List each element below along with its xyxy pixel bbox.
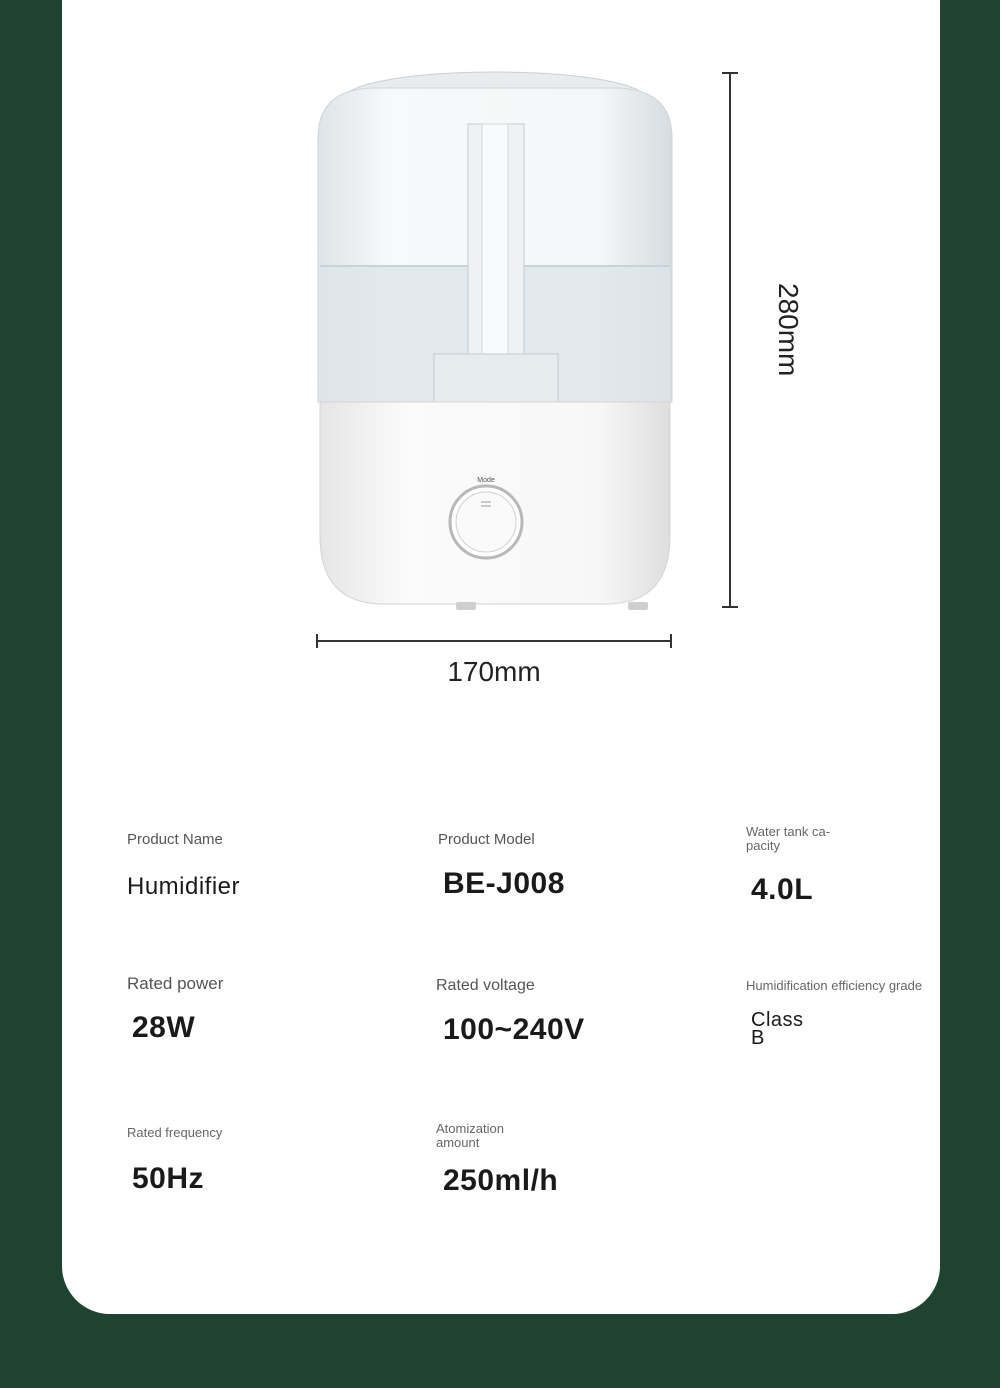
- width-dimension-line: [316, 634, 672, 648]
- spec-label: Rated power: [127, 974, 224, 993]
- spec-product-model: [438, 832, 565, 901]
- spec-rated-power: [127, 976, 223, 1045]
- spec-label: Rated frequency: [127, 1125, 223, 1140]
- spec-atomization-amount: [436, 1122, 558, 1198]
- spec-rated-frequency: [127, 1126, 222, 1196]
- spec-water-tank: [746, 825, 830, 907]
- height-dimension-label: 280mm: [773, 283, 804, 377]
- spec-rated-voltage: [436, 978, 585, 1047]
- spec-label: Water tank ca- pacity: [746, 824, 831, 853]
- humidifier-image: [316, 66, 674, 611]
- spec-label: Rated voltage: [436, 977, 535, 994]
- height-dimension-line: [722, 72, 738, 608]
- spec-value: 28W: [132, 1011, 196, 1044]
- spec-label: Atomization amount: [436, 1121, 504, 1150]
- spec-label: Product Model: [438, 831, 535, 848]
- spec-value: BE-J008: [443, 867, 565, 900]
- spec-value: 100~240V: [443, 1013, 585, 1046]
- spec-efficiency-grade: [746, 979, 940, 1047]
- spec-label: Product Name: [127, 831, 223, 848]
- spec-value: 50Hz: [132, 1162, 205, 1195]
- spec-value: Humidifier: [127, 873, 241, 900]
- width-dimension-label: 170mm: [447, 656, 541, 687]
- dial-label: Mode: [477, 477, 495, 484]
- spec-value: Class B: [751, 1009, 804, 1047]
- spec-product-name: [127, 832, 240, 901]
- spec-value: 250ml/h: [443, 1164, 559, 1197]
- spec-value: 4.0L: [751, 873, 814, 906]
- spec-card: [62, 0, 940, 1314]
- spec-label: Humidification efficiency grade: [746, 979, 923, 993]
